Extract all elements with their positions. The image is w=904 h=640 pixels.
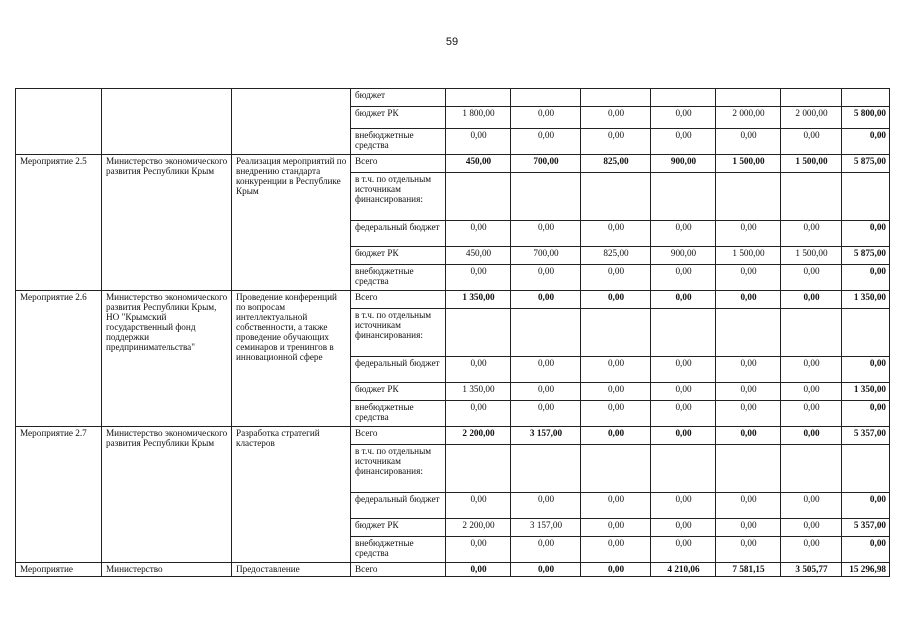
value-cell: 0,00 xyxy=(446,401,511,427)
value-cell: 0,00 xyxy=(446,493,511,519)
funding-source: федеральный бюджет xyxy=(351,221,446,247)
total-cell: 0,00 xyxy=(842,129,890,155)
measure-label: Мероприятие 2.6 xyxy=(16,291,102,427)
value-cell: 1 500,00 xyxy=(781,247,842,265)
description-cell xyxy=(232,89,351,155)
funding-source: бюджет РК xyxy=(351,107,446,129)
value-cell: 0,00 xyxy=(716,357,781,383)
total-cell xyxy=(842,445,890,493)
value-cell: 0,00 xyxy=(716,427,781,445)
value-cell: 3 157,00 xyxy=(511,427,581,445)
value-cell xyxy=(446,445,511,493)
value-cell: 0,00 xyxy=(716,383,781,401)
value-cell: 0,00 xyxy=(581,221,651,247)
value-cell xyxy=(581,309,651,357)
value-cell: 0,00 xyxy=(716,265,781,291)
funding-source: бюджет РК xyxy=(351,383,446,401)
value-cell: 4 210,06 xyxy=(651,563,716,577)
value-cell xyxy=(716,173,781,221)
value-cell: 0,00 xyxy=(581,107,651,129)
description-cell: Предоставление xyxy=(232,563,351,577)
funding-source: внебюджетные средства xyxy=(351,401,446,427)
value-cell: 0,00 xyxy=(781,383,842,401)
executor-cell xyxy=(102,89,232,155)
value-cell: 900,00 xyxy=(651,155,716,173)
value-cell: 0,00 xyxy=(581,563,651,577)
value-cell: 0,00 xyxy=(581,537,651,563)
description-cell: Реализация мероприятий по внедрению стандарта конкуренции в Республике Крым xyxy=(232,155,351,291)
value-cell: 700,00 xyxy=(511,155,581,173)
executor-cell: Министерство экономического развития Республики Крым xyxy=(102,155,232,291)
funding-source: внебюджетные средства xyxy=(351,129,446,155)
page-number: 59 xyxy=(445,36,459,48)
value-cell xyxy=(511,89,581,107)
value-cell: 2 000,00 xyxy=(781,107,842,129)
value-cell: 0,00 xyxy=(511,401,581,427)
table-row xyxy=(16,563,890,577)
measure-label: Мероприятие 2.7 xyxy=(16,427,102,563)
value-cell: 0,00 xyxy=(511,265,581,291)
value-cell: 0,00 xyxy=(781,129,842,155)
total-cell: 0,00 xyxy=(842,401,890,427)
value-cell: 0,00 xyxy=(581,357,651,383)
value-cell xyxy=(511,309,581,357)
value-cell: 450,00 xyxy=(446,155,511,173)
value-cell: 1 500,00 xyxy=(716,155,781,173)
value-cell: 0,00 xyxy=(581,383,651,401)
value-cell xyxy=(651,173,716,221)
value-cell: 0,00 xyxy=(781,519,842,537)
value-cell: 0,00 xyxy=(581,519,651,537)
funding-source: Всего xyxy=(351,155,446,173)
value-cell: 0,00 xyxy=(716,129,781,155)
value-cell xyxy=(651,309,716,357)
total-cell xyxy=(842,309,890,357)
value-cell: 900,00 xyxy=(651,247,716,265)
value-cell: 0,00 xyxy=(651,129,716,155)
description-cell: Разработка стратегий кластеров xyxy=(232,427,351,563)
table-row xyxy=(16,89,890,107)
table-row xyxy=(16,291,890,309)
value-cell xyxy=(781,309,842,357)
table-row xyxy=(16,427,890,445)
value-cell xyxy=(511,445,581,493)
executor-cell: Министерство xyxy=(102,563,232,577)
value-cell: 2 200,00 xyxy=(446,427,511,445)
value-cell: 0,00 xyxy=(781,265,842,291)
value-cell: 0,00 xyxy=(511,107,581,129)
value-cell xyxy=(651,445,716,493)
value-cell: 0,00 xyxy=(716,291,781,309)
value-cell: 0,00 xyxy=(511,493,581,519)
measure-label: Мероприятие 2.5 xyxy=(16,155,102,291)
value-cell: 1 350,00 xyxy=(446,383,511,401)
funding-source: бюджет xyxy=(351,89,446,107)
total-cell xyxy=(842,173,890,221)
value-cell: 3 157,00 xyxy=(511,519,581,537)
value-cell: 0,00 xyxy=(581,493,651,519)
value-cell: 0,00 xyxy=(651,519,716,537)
total-cell xyxy=(842,89,890,107)
funding-source: бюджет РК xyxy=(351,247,446,265)
value-cell xyxy=(716,89,781,107)
value-cell: 0,00 xyxy=(511,537,581,563)
value-cell: 0,00 xyxy=(651,493,716,519)
value-cell: 0,00 xyxy=(581,291,651,309)
funding-source: бюджет РК xyxy=(351,519,446,537)
value-cell: 0,00 xyxy=(446,537,511,563)
value-cell: 0,00 xyxy=(446,221,511,247)
funding-source: Всего xyxy=(351,291,446,309)
funding-source: в т.ч. по отдельным источникам финансирования: xyxy=(351,445,446,493)
total-cell: 5 875,00 xyxy=(842,155,890,173)
value-cell: 0,00 xyxy=(651,221,716,247)
total-cell: 0,00 xyxy=(842,221,890,247)
funding-source: федеральный бюджет xyxy=(351,493,446,519)
value-cell: 0,00 xyxy=(581,401,651,427)
funding-source: федеральный бюджет xyxy=(351,357,446,383)
value-cell: 3 505,77 xyxy=(781,563,842,577)
description-cell: Проведение конференций по вопросам интеллектуальной собственности, а также проведение обучающих семинаров и тренингов в инновационной сфере xyxy=(232,291,351,427)
value-cell: 2 000,00 xyxy=(716,107,781,129)
total-cell: 1 350,00 xyxy=(842,383,890,401)
value-cell: 0,00 xyxy=(651,383,716,401)
total-cell: 5 357,00 xyxy=(842,519,890,537)
total-cell: 0,00 xyxy=(842,493,890,519)
value-cell: 0,00 xyxy=(446,357,511,383)
value-cell: 0,00 xyxy=(511,357,581,383)
value-cell: 0,00 xyxy=(446,265,511,291)
executor-cell: Министерство экономического развития Республики Крым xyxy=(102,427,232,563)
value-cell: 0,00 xyxy=(716,401,781,427)
value-cell: 0,00 xyxy=(781,493,842,519)
value-cell: 0,00 xyxy=(511,563,581,577)
value-cell: 0,00 xyxy=(716,537,781,563)
value-cell: 1 500,00 xyxy=(716,247,781,265)
total-cell: 0,00 xyxy=(842,357,890,383)
total-cell: 15 296,98 xyxy=(842,563,890,577)
value-cell xyxy=(446,173,511,221)
value-cell: 7 581,15 xyxy=(716,563,781,577)
total-cell: 5 357,00 xyxy=(842,427,890,445)
value-cell xyxy=(446,309,511,357)
value-cell: 0,00 xyxy=(781,427,842,445)
value-cell xyxy=(716,309,781,357)
value-cell: 0,00 xyxy=(511,383,581,401)
funding-source: внебюджетные средства xyxy=(351,265,446,291)
value-cell: 0,00 xyxy=(651,537,716,563)
value-cell: 0,00 xyxy=(781,221,842,247)
value-cell xyxy=(581,173,651,221)
measure-label: Мероприятие xyxy=(16,563,102,577)
value-cell: 0,00 xyxy=(651,291,716,309)
value-cell: 0,00 xyxy=(651,357,716,383)
value-cell xyxy=(581,89,651,107)
value-cell xyxy=(581,445,651,493)
total-cell: 0,00 xyxy=(842,537,890,563)
total-cell: 0,00 xyxy=(842,265,890,291)
budget-table xyxy=(15,88,890,577)
value-cell: 1 500,00 xyxy=(781,155,842,173)
funding-source: Всего xyxy=(351,563,446,577)
value-cell: 0,00 xyxy=(511,221,581,247)
value-cell: 0,00 xyxy=(781,401,842,427)
value-cell xyxy=(446,89,511,107)
value-cell: 0,00 xyxy=(781,537,842,563)
funding-source: Всего xyxy=(351,427,446,445)
value-cell: 0,00 xyxy=(446,129,511,155)
value-cell: 0,00 xyxy=(651,427,716,445)
total-cell: 5 875,00 xyxy=(842,247,890,265)
funding-source: в т.ч. по отдельным источникам финансирования: xyxy=(351,309,446,357)
total-cell: 5 800,00 xyxy=(842,107,890,129)
value-cell xyxy=(511,173,581,221)
funding-source: внебюджетные средства xyxy=(351,537,446,563)
value-cell xyxy=(651,89,716,107)
value-cell xyxy=(781,173,842,221)
funding-source: в т.ч. по отдельным источникам финансирования: xyxy=(351,173,446,221)
value-cell: 825,00 xyxy=(581,247,651,265)
value-cell: 0,00 xyxy=(511,129,581,155)
total-cell: 1 350,00 xyxy=(842,291,890,309)
value-cell: 2 200,00 xyxy=(446,519,511,537)
value-cell: 700,00 xyxy=(511,247,581,265)
value-cell: 0,00 xyxy=(716,493,781,519)
value-cell: 0,00 xyxy=(446,563,511,577)
value-cell: 0,00 xyxy=(581,427,651,445)
executor-cell: Министерство экономического развития Республики Крым, НО "Крымский государственный фонд поддержки предпринимательства" xyxy=(102,291,232,427)
value-cell: 825,00 xyxy=(581,155,651,173)
measure-cell xyxy=(16,89,102,155)
value-cell: 450,00 xyxy=(446,247,511,265)
value-cell xyxy=(716,445,781,493)
value-cell: 1 800,00 xyxy=(446,107,511,129)
value-cell: 0,00 xyxy=(781,291,842,309)
value-cell: 0,00 xyxy=(651,107,716,129)
value-cell: 0,00 xyxy=(581,129,651,155)
value-cell: 0,00 xyxy=(581,265,651,291)
value-cell xyxy=(781,445,842,493)
value-cell: 0,00 xyxy=(651,401,716,427)
value-cell xyxy=(781,89,842,107)
table-row xyxy=(16,155,890,173)
value-cell: 0,00 xyxy=(651,265,716,291)
value-cell: 0,00 xyxy=(716,519,781,537)
value-cell: 0,00 xyxy=(781,357,842,383)
value-cell: 0,00 xyxy=(511,291,581,309)
value-cell: 1 350,00 xyxy=(446,291,511,309)
value-cell: 0,00 xyxy=(716,221,781,247)
